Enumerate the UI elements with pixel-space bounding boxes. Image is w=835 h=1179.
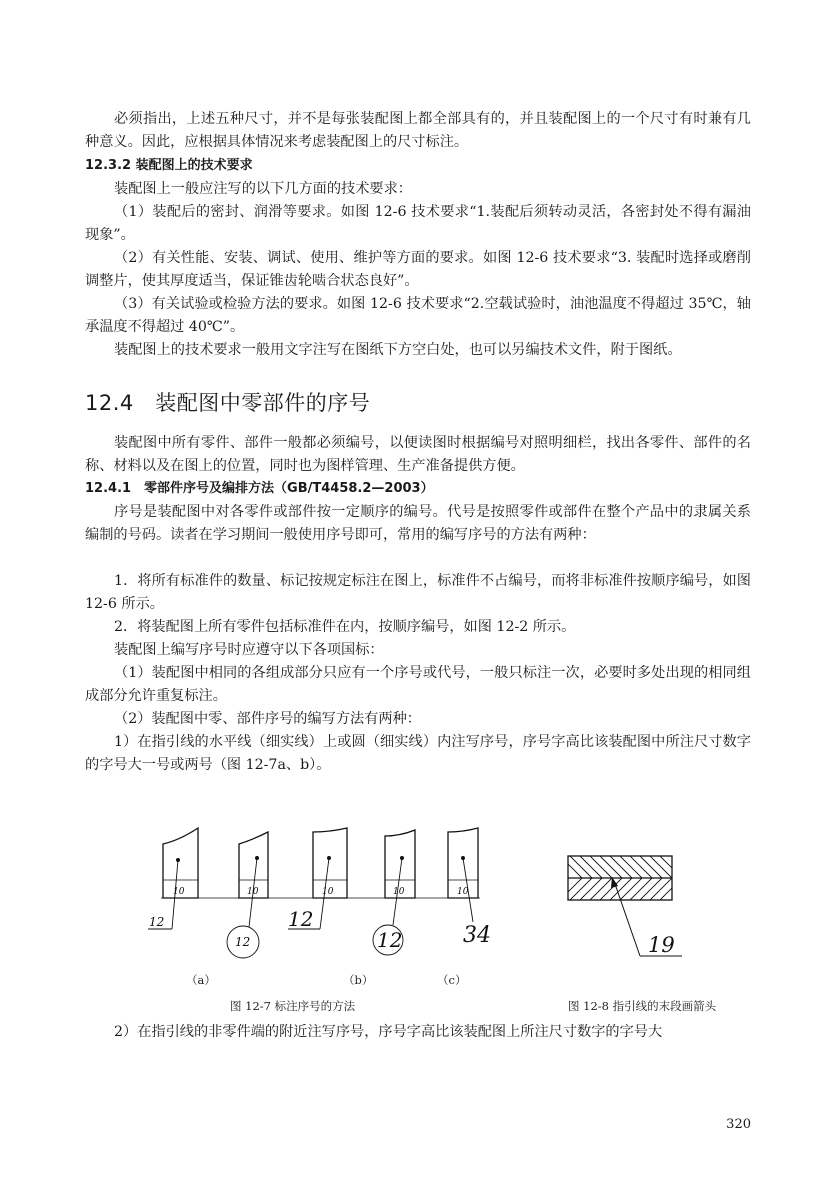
dimension-text: 10 — [247, 887, 259, 897]
figure-12-8-drawing — [560, 852, 690, 962]
dimension-text: 10 — [322, 887, 334, 897]
section-heading-12-4: 12.4 装配图中零部件的序号 — [85, 391, 371, 415]
paragraph: 装配图中所有零件、部件一般都必须编号，以便读图时根据编号对照明细栏，找出各零件、部件的名称、材料以及在图上的位置，同时也为图样管理、生产准备提供方便。 — [85, 435, 751, 474]
subfigure-label-c: （c） — [437, 973, 467, 987]
dimension-text: 10 — [173, 887, 185, 897]
dimension-text: 10 — [393, 887, 405, 897]
section-heading-12-4-1: 12.4.1 零部件序号及编排方法（GB/T4458.2—2003） — [85, 481, 434, 496]
figure-12-7-caption: 图 12-7 标注序号的方法 — [230, 999, 356, 1013]
paragraph: （3）有关试验或检验方法的要求。如图 12-6 技术要求“2.空载试验时，油池温度不得超过 35℃，轴承温度不得超过 40℃”。 — [85, 296, 751, 335]
figure-12-8-caption: 图 12-8 指引线的末段画箭头 — [568, 999, 717, 1013]
figure-12-7-drawing — [140, 818, 500, 968]
section-heading-12-3-2: 12.3.2 装配图上的技术要求 — [85, 158, 253, 173]
page-number: 320 — [726, 1117, 751, 1132]
paragraph: 2．将装配图上所有零件包括标准件在内，按顺序编号，如图 12-2 所示。 — [114, 619, 576, 635]
paragraph: 装配图上一般应注写的以下几方面的技术要求： — [114, 181, 412, 197]
dimension-text: 10 — [457, 887, 469, 897]
paragraph: （1）装配图中相同的各组成部分只应有一个序号或代号，一般只标注一次，必要时多处出现的相同组成部分允许重复标注。 — [85, 665, 751, 704]
paragraph: （1）装配后的密封、润滑等要求。如图 12-6 技术要求“1.装配后须转动灵活，各密封处不得有漏油现象”。 — [85, 204, 751, 243]
paragraph: 装配图上编写序号时应遵守以下各项国标： — [114, 642, 384, 658]
subfigure-label-a: （a） — [186, 973, 216, 987]
paragraph: 装配图上的技术要求一般用文字注写在图纸下方空白处，也可以另编技术文件，附于图纸。 — [114, 342, 682, 358]
sequence-label: 12 — [288, 907, 314, 931]
paragraph: （2）装配图中零、部件序号的编写方法有两种： — [114, 711, 421, 727]
sequence-label: 12 — [235, 935, 251, 949]
paragraph: 1）在指引线的水平线（细实线）上或圆（细实线）内注写序号，序号字高比该装配图中所注尺寸数字的字号大一号或两号（图 12-7a、b）。 — [85, 734, 751, 773]
sequence-label: 12 — [149, 915, 165, 929]
paragraph: 必须指出，上述五种尺寸，并不是每张装配图上都全部具有的，并且装配图上的一个尺寸有时兼有几种意义。因此，应根据具体情况来考虑装配图上的尺寸标注。 — [85, 111, 751, 150]
sequence-label: 12 — [377, 928, 403, 952]
paragraph: 2）在指引线的非零件端的附近注写序号，序号字高比该装配图上所注尺寸数字的字号大 — [114, 1024, 663, 1040]
subfigure-label-b: （b） — [343, 973, 374, 987]
paragraph: 1．将所有标准件的数量、标记按规定标注在图上，标准件不占编号，而将非标准件按顺序编号，如图 12-6 所示。 — [85, 573, 751, 612]
sequence-label: 19 — [648, 933, 675, 957]
sequence-label: 34 — [463, 923, 491, 948]
paragraph: （2）有关性能、安装、调试、使用、维护等方面的要求。如图 12-6 技术要求“3. 装配时选择或磨削调整片，使其厚度适当，保证锥齿轮啮合状态良好”。 — [85, 250, 751, 289]
paragraph: 序号是装配图中对各零件或部件按一定顺序的编号。代号是按照零件或部件在整个产品中的隶属关系编制的号码。读者在学习期间一般使用序号即可，常用的编写序号的方法有两种： — [85, 504, 751, 543]
